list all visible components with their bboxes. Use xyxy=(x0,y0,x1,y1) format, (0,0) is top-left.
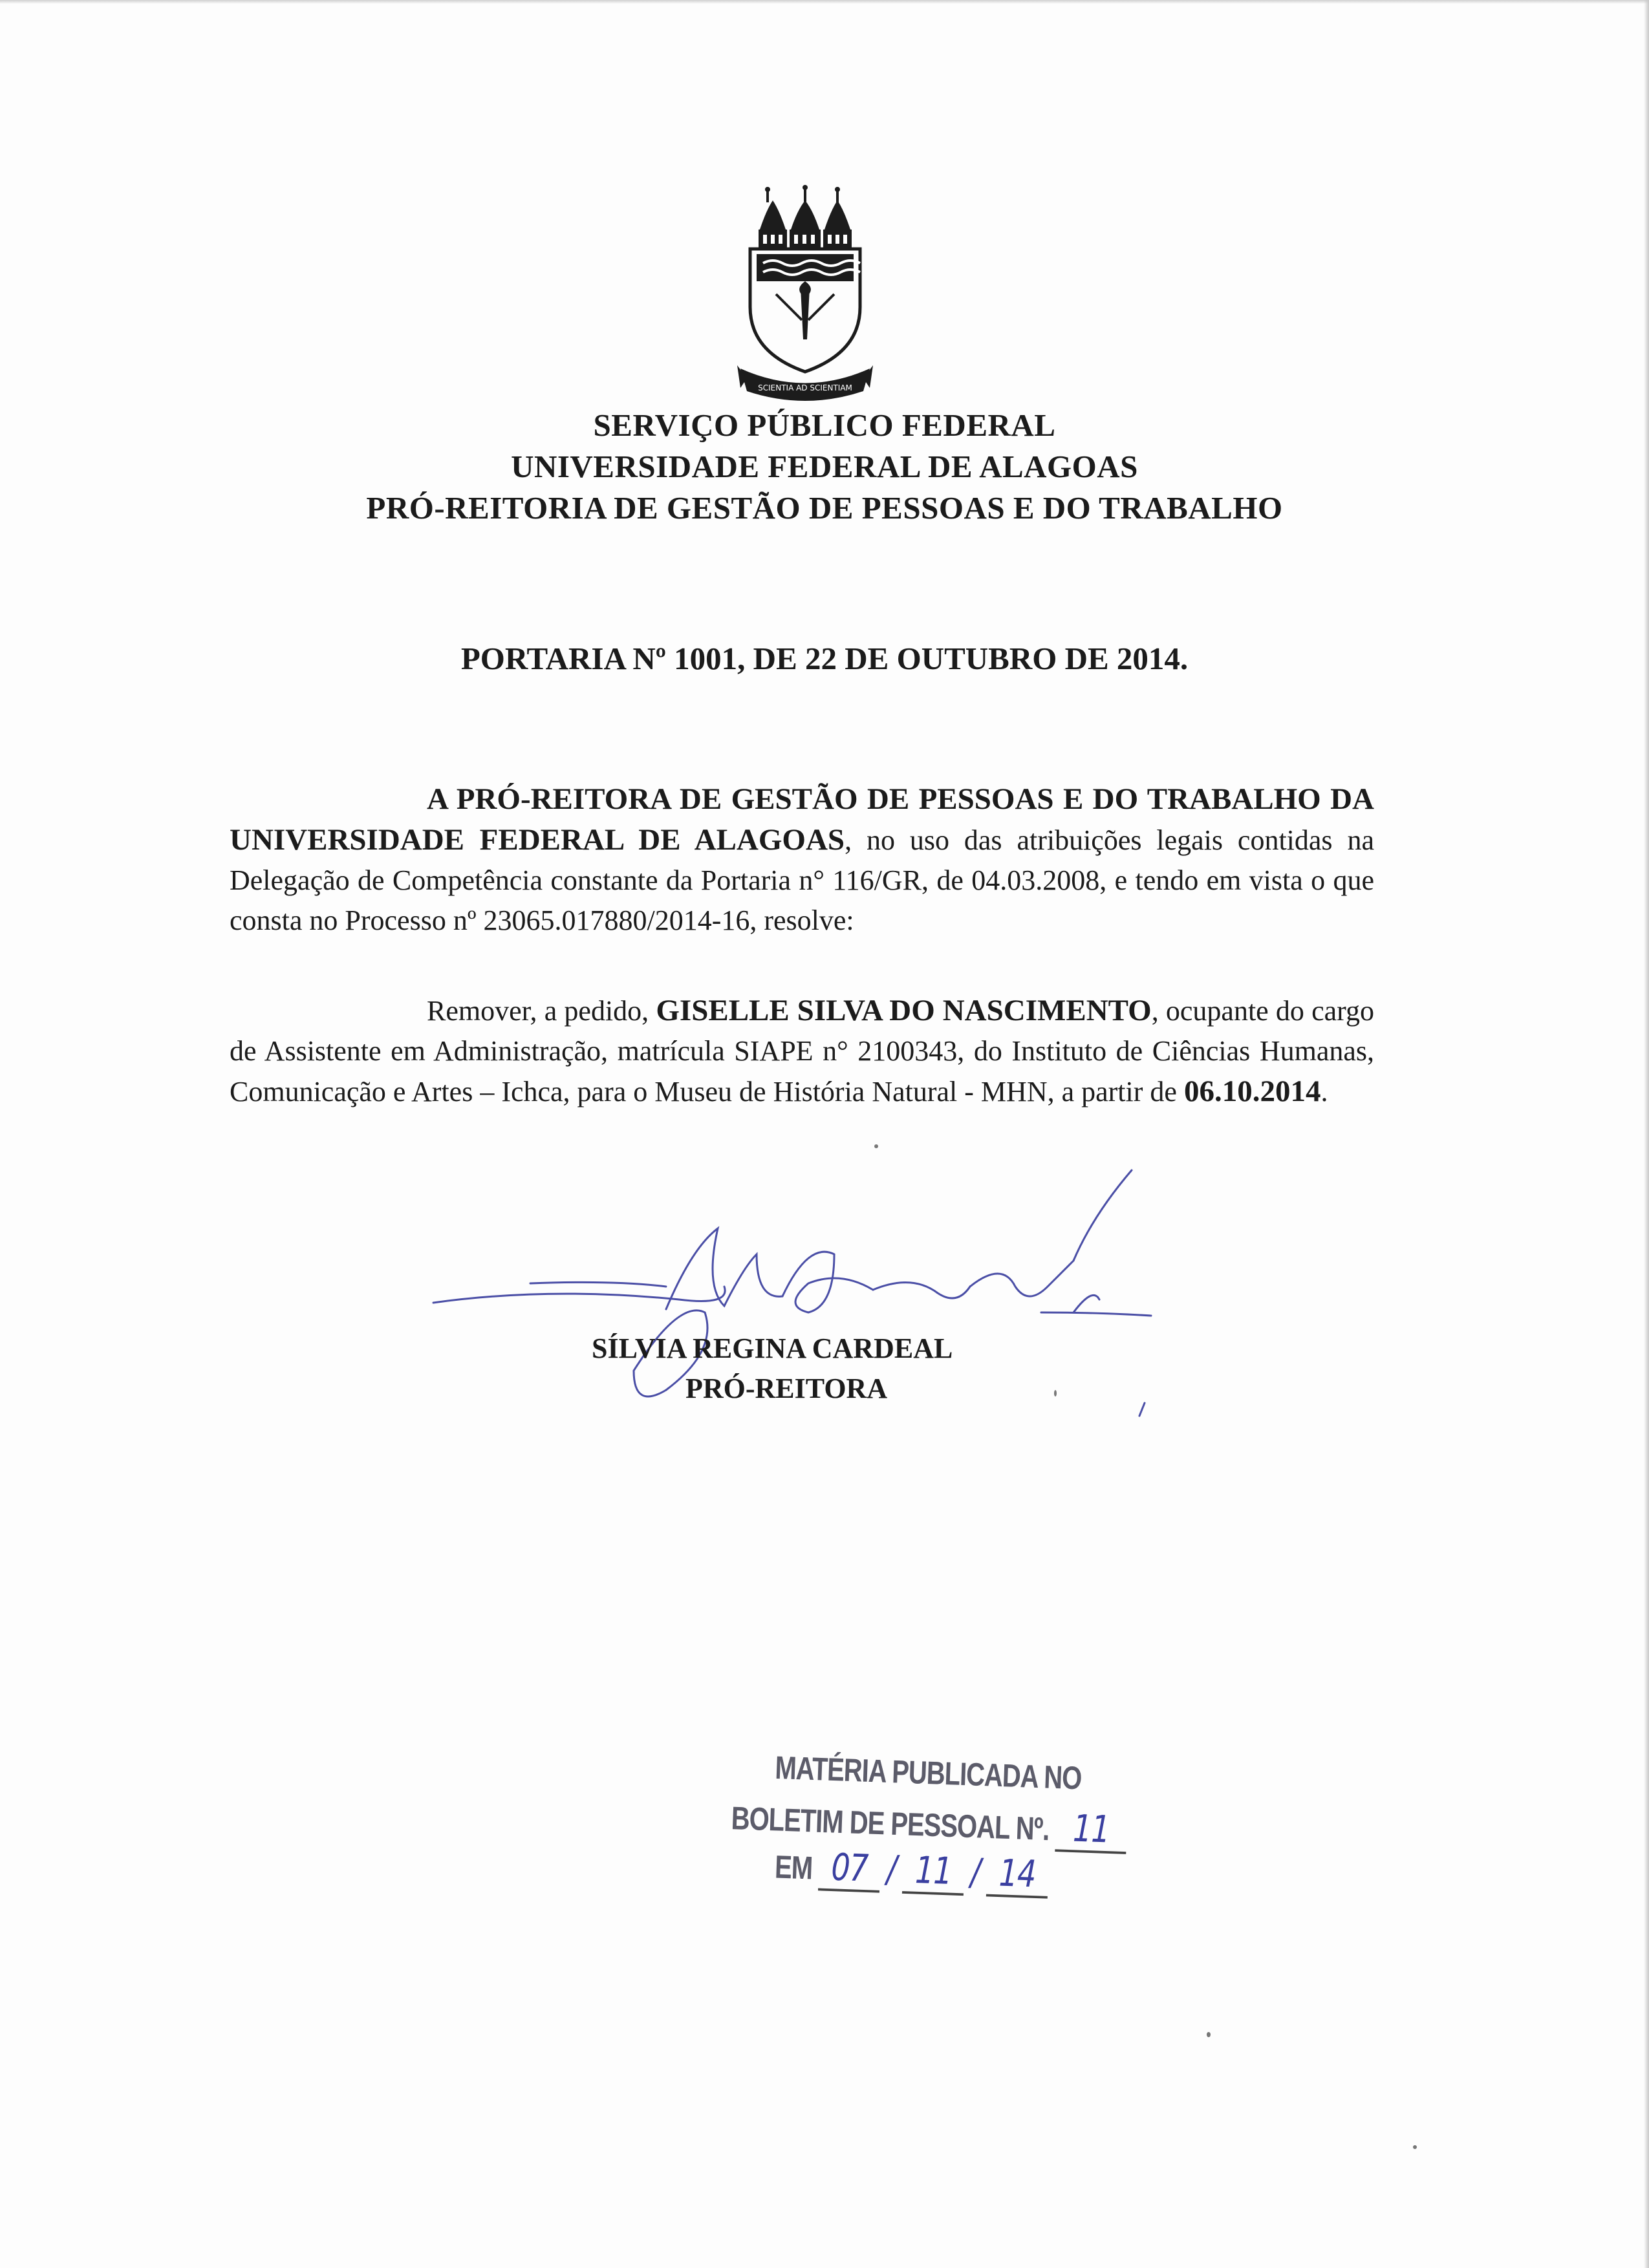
ufal-coat-of-arms-icon xyxy=(737,184,873,404)
stamp-line-3 xyxy=(774,1843,1049,1899)
header-line-2: UNIVERSIDADE FEDERAL DE ALAGOAS xyxy=(511,449,1138,484)
resolution-text-after: . xyxy=(1320,1076,1328,1107)
portaria-title: PORTARIA Nº 1001, DE 22 DE OUTUBRO DE 2014. xyxy=(460,641,1189,676)
signer-role: PRÓ-REITORA xyxy=(685,1373,888,1404)
signer-name: SÍLVIA REGINA CARDEAL xyxy=(592,1332,953,1364)
authority-text: A PRÓ-REITORA DE GESTÃO DE PESSOAS E DO TRABALHO DA UNIVERSIDADE FEDERAL DE ALAGOAS xyxy=(230,782,1374,857)
header-line-1: SERVIÇO PÚBLICO FEDERAL xyxy=(593,407,1056,443)
scan-speck xyxy=(1054,1390,1057,1396)
stamp-month: 11 xyxy=(902,1848,965,1896)
scan-edge-right xyxy=(1644,0,1649,2268)
resolution-paragraph xyxy=(230,990,1374,1112)
stamp-separator: / xyxy=(969,1850,981,1894)
employee-name: GISELLE SILVA DO NASCIMENTO xyxy=(656,994,1152,1027)
scan-speck xyxy=(874,1144,878,1148)
header-line-3: PRÓ-REITORIA DE GESTÃO DE PESSOAS E DO TRABALHO xyxy=(366,490,1283,526)
stamp-line-1: MATÉRIA PUBLICADA NO xyxy=(774,1750,1083,1797)
logo-motto: SCIENTIA AD SCIENTIAM xyxy=(758,383,852,392)
publication-stamp xyxy=(724,1739,1111,1932)
scan-edge-top xyxy=(0,0,1649,4)
stamp-bulletin-label: BOLETIM DE PESSOAL Nº. xyxy=(730,1801,1050,1848)
document-header xyxy=(0,405,1649,529)
stamp-bulletin-number: 11 xyxy=(1055,1806,1127,1854)
preamble-text: , no uso das atribuições legais contidas na Delegação de Competência constante da Portaria n° 116/GR, de 04.03.2008, e tendo em vista o que consta no Processo nº 23065.017880/2014-16, resolve: xyxy=(230,824,1374,936)
stamp-separator: / xyxy=(886,1846,898,1891)
scan-speck xyxy=(1207,2032,1211,2037)
resolution-text-before: Remover, a pedido, xyxy=(427,995,656,1027)
effective-date: 06.10.2014 xyxy=(1183,1075,1321,1108)
stamp-year: 14 xyxy=(986,1850,1048,1899)
handwritten-signature xyxy=(420,1157,1196,1455)
preamble-paragraph xyxy=(230,779,1374,941)
resolution-text-middle: , ocupante do cargo de Assistente em Administração, matrícula SIAPE n° 2100343, do Instituto de Ciências Humanas, Comunicação e Artes – Ichca, para o Museu de História Natural - MHN, a partir de xyxy=(230,995,1374,1107)
scan-speck xyxy=(1413,2145,1417,2149)
stamp-day: 07 xyxy=(818,1845,881,1893)
stamp-date-label: EM xyxy=(774,1849,814,1887)
